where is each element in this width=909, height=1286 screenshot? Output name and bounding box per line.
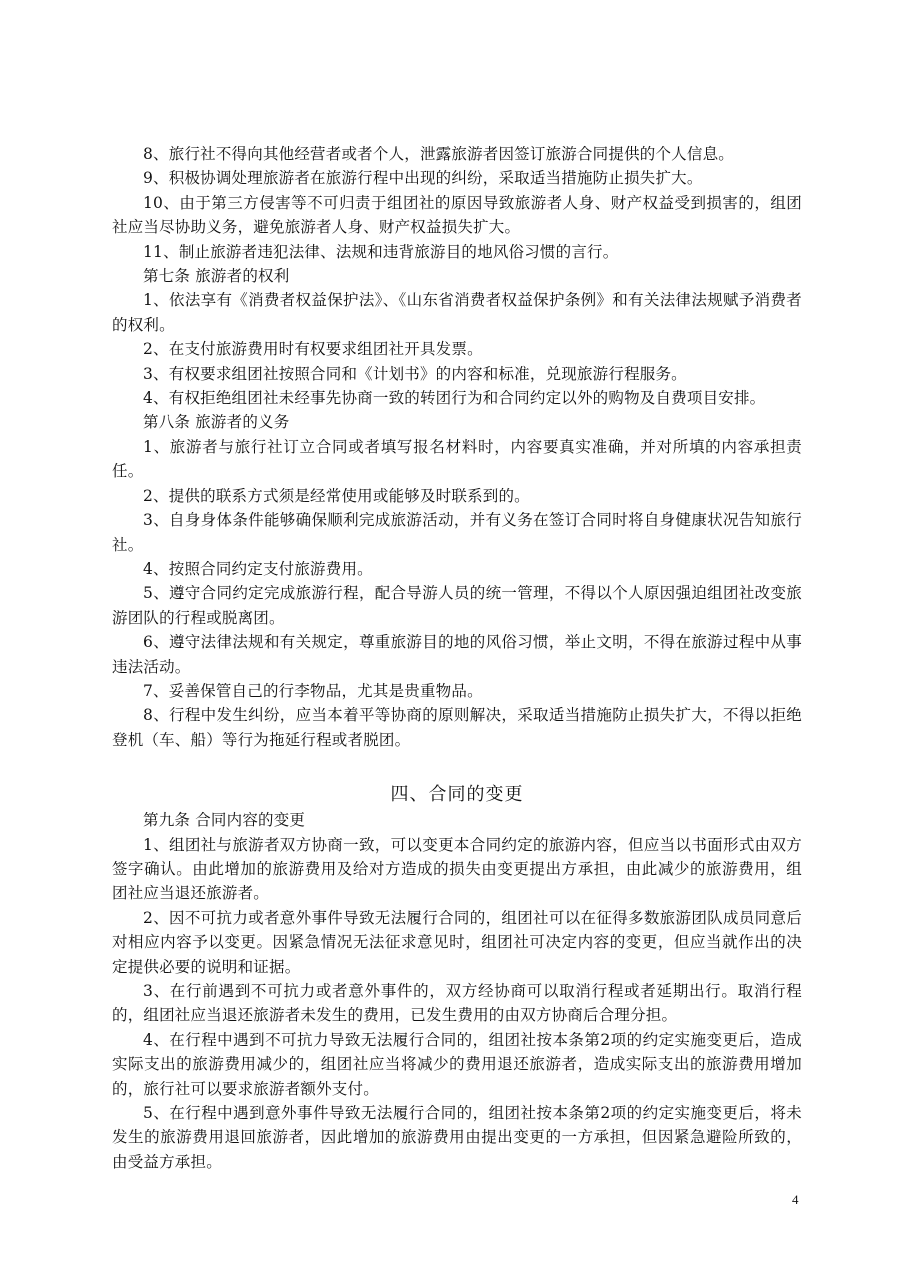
paragraph: 7、妥善保管自己的行李物品，尤其是贵重物品。 — [143, 681, 483, 700]
paragraph: 4、按照合同约定支付旅游费用。 — [143, 559, 373, 578]
paragraph: 2、在支付旅游费用时有权要求组团社开具发票。 — [143, 340, 483, 359]
paragraph: 5、遵守合同约定完成旅游行程，配合导游人员的统一管理，不得以个人原因强迫组团社改变旅游团队的行程或脱离团。 — [112, 584, 802, 627]
paragraph: 6、遵守法律法规和有关规定，尊重旅游目的地的风俗习惯，举止文明，不得在旅游过程中从事违法活动。 — [112, 633, 802, 676]
paragraph: 8、旅行社不得向其他经营者或者个人，泄露旅游者因签订旅游合同提供的个人信息。 — [143, 145, 734, 163]
paragraph: 3、在行前遇到不可抗力或者意外事件的，双方经协商可以取消行程或者延期出行。取消行程的，组团社应当退还旅游者未发生的费用，已发生费用的由双方协商后合理分担。 — [112, 982, 802, 1025]
page-number: 4 — [792, 1192, 799, 1207]
paragraph: 第七条 旅游者的权利 — [143, 267, 290, 286]
paragraph: 1、旅游者与旅行社订立合同或者填写报名材料时，内容要真实准确，并对所填的内容承担责任。 — [112, 437, 802, 481]
paragraph: 4、在行程中遇到不可抗力导致无法履行合同的，组团社按本条第2项的约定实施变更后，造成实际支出的旅游费用减少的，组团社应当将减少的费用退还旅游者，造成实际支出的旅游费用增加的，旅行社可以要求旅游者额外支付。 — [112, 1030, 802, 1098]
paragraph: 2、提供的联系方式须是经常使用或能够及时联系到的。 — [143, 486, 530, 505]
paragraph: 4、有权拒绝组团社未经事先协商一致的转团行为和合同约定以外的购物及自费项目安排。 — [143, 389, 766, 408]
paragraph: 1、组团社与旅游者双方协商一致，可以变更本合同约定的旅游内容，但应当以书面形式由双方签字确认。由此增加的旅游费用及给对方造成的损失由变更提出方承担，由此减少的旅游费用，组团社应当退还旅游者。 — [112, 835, 802, 903]
paragraph: 5、在行程中遇到意外事件导致无法履行合同的，组团社按本条第2项的约定实施变更后，将未发生的旅游费用退回旅游者，因此增加的旅游费用由提出变更的一方承担，但因紧急避险所致的，由受益方承担。 — [112, 1104, 802, 1171]
paragraph: 3、自身身体条件能够确保顺利完成旅游活动，并有义务在签订合同时将自身健康状况告知旅行社。 — [112, 511, 802, 554]
section-contract-change — [112, 808, 802, 1174]
paragraph: 1、依法享有《消费者权益保护法》、《山东省消费者权益保护条例》和有关法律法规赋予消费者的权利。 — [112, 291, 802, 334]
section-title-contract-change: 四、合同的变更 — [390, 784, 524, 806]
section-travel-obligations — [112, 142, 802, 752]
paragraph: 第八条 旅游者的义务 — [143, 413, 290, 432]
paragraph: 11、制止旅游者违犯法律、法规和违背旅游目的地风俗习惯的言行。 — [143, 242, 619, 261]
paragraph: 2、因不可抗力或者意外事件导致无法履行合同的，组团社可以在征得多数旅游团队成员同意后对相应内容予以变更。因紧急情况无法征求意见时，组团社可决定内容的变更，但应当就作出的决定提供必要的说明和证据。 — [112, 908, 802, 976]
document-body — [112, 142, 802, 1174]
paragraph: 8、行程中发生纠纷，应当本着平等协商的原则解决，采取适当措施防止损失扩大，不得以拒绝登机（车、船）等行为拖延行程或者脱团。 — [112, 706, 802, 749]
paragraph: 10、由于第三方侵害等不可归责于组团社的原因导致旅游者人身、财产权益受到损害的，组团社应当尽协助义务，避免旅游者人身、财产权益损失扩大。 — [112, 193, 802, 237]
paragraph: 第九条 合同内容的变更 — [143, 811, 306, 830]
paragraph: 3、有权要求组团社按照合同和《计划书》的内容和标准，兑现旅游行程服务。 — [143, 364, 687, 383]
paragraph: 9、积极协调处理旅游者在旅游行程中出现的纠纷，采取适当措施防止损失扩大。 — [143, 169, 703, 188]
